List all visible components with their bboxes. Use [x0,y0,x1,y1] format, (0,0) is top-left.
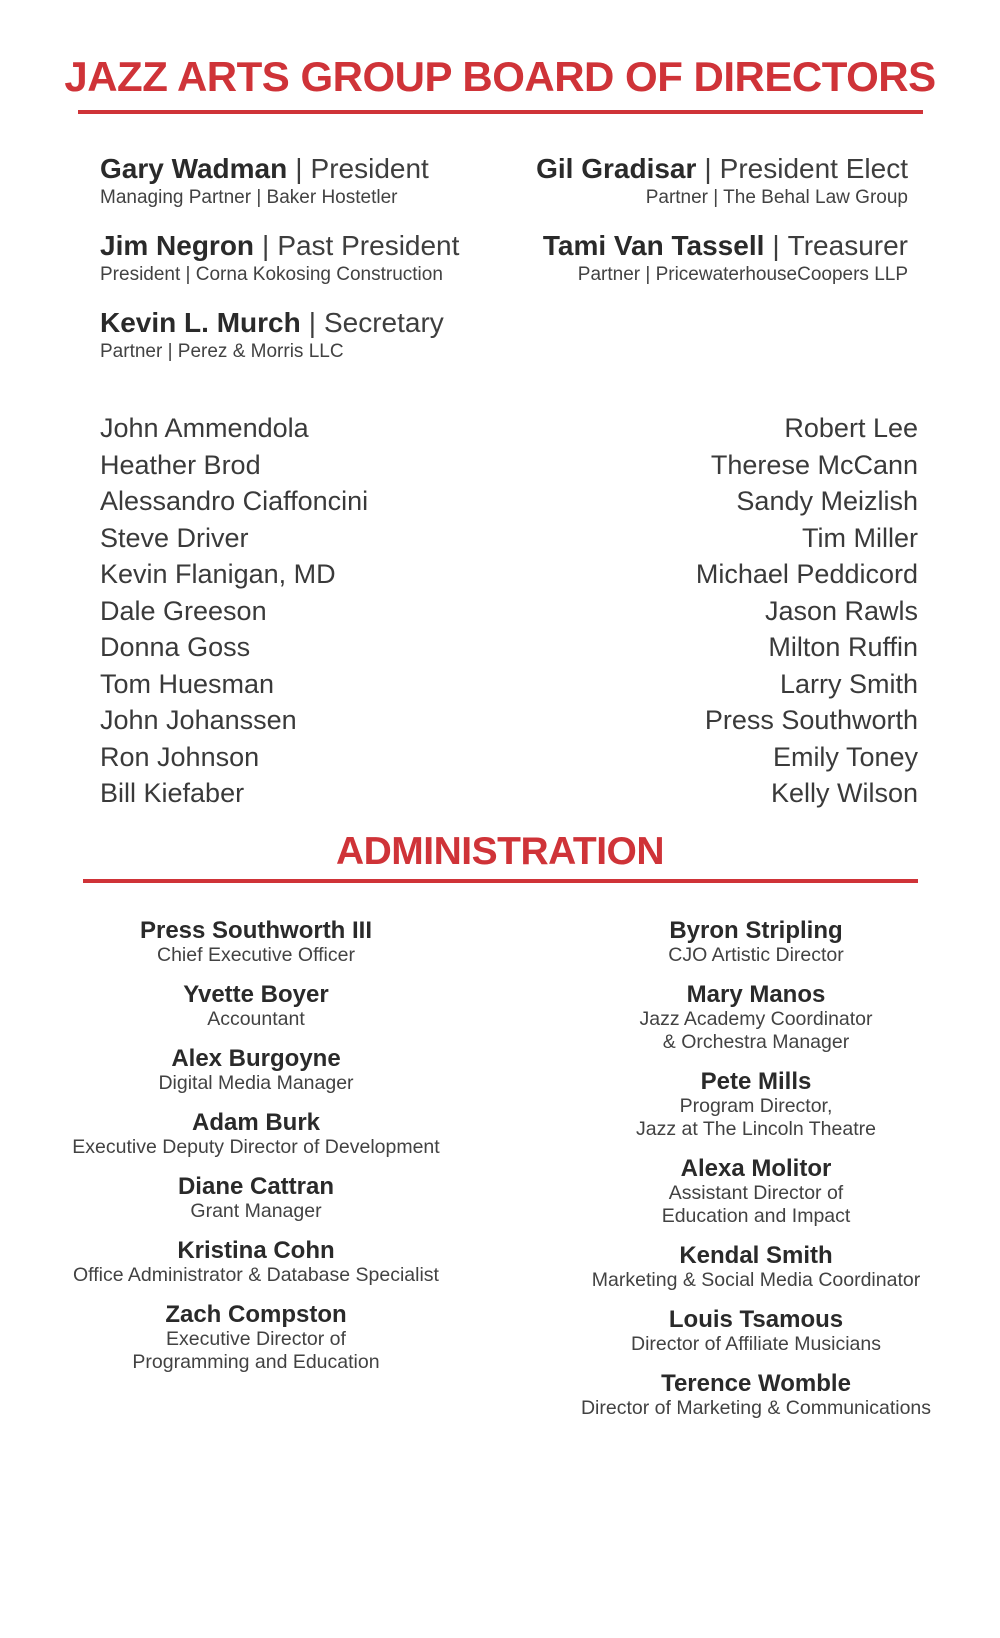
staff-role-line: Marketing & Social Media Coordinator [591,1268,921,1291]
officer-role: Secretary [323,307,444,338]
staff-name: Alex Burgoyne [171,1044,341,1072]
officer-subtitle: Partner | The Behal Law Group [645,187,908,208]
officer-separator: | [772,230,780,261]
administration-right-column [512,917,1000,1434]
officer-role: Past President [277,230,460,261]
board-members-section [0,383,1000,812]
staff-role-line: Director of Affiliate Musicians [631,1332,881,1355]
staff-name: Alexa Molitor [680,1154,832,1182]
staff-name: Kendal Smith [679,1241,833,1269]
board-member-name: Bill Kiefaber [100,778,245,808]
staff-role-line: Jazz Academy Coordinator [639,1007,873,1030]
officer-entry [536,152,908,209]
staff-role-line: Digital Media Manager [158,1071,354,1094]
officers-left-column [100,152,459,383]
staff-entry [0,1109,512,1159]
board-member-name: John Johanssen [100,705,297,735]
page-title: JAZZ ARTS GROUP BOARD OF DIRECTORS [64,53,936,100]
officer-name: Kevin L. Murch [100,307,301,338]
board-list-left [100,410,368,812]
officer-subtitle: Partner | Perez & Morris LLC [100,341,344,362]
staff-name: Terence Womble [661,1369,851,1397]
board-member-name: John Ammendola [100,413,309,443]
officer-name: Jim Negron [100,230,255,261]
staff-role-line: Grant Manager [190,1199,322,1222]
staff-name: Diane Cattran [177,1172,335,1200]
staff-entry [0,917,512,967]
staff-role-line: Director of Marketing & Communications [580,1396,932,1419]
officer-entry [536,229,908,286]
officer-heading [100,152,459,186]
staff-name: Louis Tsamous [668,1305,844,1333]
officer-role: Treasurer [787,230,908,261]
staff-name: Zach Compston [165,1300,347,1328]
officer-role: President Elect [719,153,908,184]
staff-role-line: & Orchestra Manager [662,1030,850,1053]
staff-entry [0,981,512,1031]
administration-section [0,883,1000,1434]
staff-name: Byron Stripling [669,916,843,944]
board-member-name: Kelly Wilson [770,778,918,808]
board-member-name: Donna Goss [100,632,251,662]
board-list-right [696,410,918,812]
officer-name: Tami Van Tassell [542,230,765,261]
officer-heading [536,229,908,263]
staff-entry [512,1370,1000,1420]
board-member-name: Tom Huesman [100,668,275,699]
board-member-name: Kevin Flanigan, MD [100,559,336,589]
board-member-name: Dale Greeson [100,595,267,626]
staff-entry [512,917,1000,967]
staff-entry [0,1301,512,1374]
staff-role-line: Programming and Education [132,1350,380,1373]
staff-entry [0,1045,512,1095]
staff-name: Yvette Boyer [183,980,329,1008]
board-member-name: Jason Rawls [764,595,918,626]
officer-separator: | [704,153,712,184]
staff-name: Press Southworth III [139,916,373,944]
staff-entry [0,1173,512,1223]
officer-name: Gil Gradisar [536,153,697,184]
officer-separator: | [262,230,270,261]
board-member-name: Tim Miller [802,522,918,553]
staff-role-line: Assistant Director of [668,1181,844,1204]
staff-entry [0,1237,512,1287]
officer-separator: | [308,307,316,338]
officer-subtitle: Managing Partner | Baker Hostetler [100,187,398,208]
staff-role-line: Chief Executive Officer [157,943,355,966]
board-member-name: Alessandro Ciaffoncini [100,486,369,516]
officers-right-column [536,152,908,383]
staff-name: Adam Burk [191,1108,321,1136]
staff-role-line: Program Director, [679,1094,833,1117]
board-member-name: Michael Peddicord [695,559,918,589]
officer-entry [100,152,459,209]
officer-entry [100,306,459,363]
board-member-name: Emily Toney [772,741,918,772]
board-member-name: Robert Lee [784,413,918,443]
board-member-name: Sandy Meizlish [736,486,918,516]
officer-subtitle: President | Corna Kokosing Construction [100,264,443,285]
staff-role-line: Executive Deputy Director of Development [72,1135,440,1158]
staff-entry [512,1155,1000,1228]
staff-role-line: Accountant [207,1007,305,1030]
board-member-name: Heather Brod [100,449,261,480]
staff-entry [512,1306,1000,1356]
staff-role-line: Office Administrator & Database Specialist [73,1263,439,1286]
staff-name: Kristina Cohn [177,1236,335,1264]
board-member-name: Milton Ruffin [768,632,918,662]
officer-heading [536,152,908,186]
staff-name: Pete Mills [700,1067,812,1095]
staff-role-line: Education and Impact [661,1204,851,1227]
staff-entry [512,1242,1000,1292]
staff-entry [512,981,1000,1054]
officer-role: President [310,153,429,184]
administration-left-column [0,917,512,1434]
staff-role-line: CJO Artistic Director [668,943,844,966]
officer-entry [100,229,459,286]
staff-entry [512,1068,1000,1141]
staff-role-line: Executive Director of [166,1327,346,1350]
officer-name: Gary Wadman [100,153,288,184]
staff-name: Mary Manos [686,980,826,1008]
board-member-name: Ron Johnson [100,741,260,772]
board-member-name: Therese McCann [710,449,918,480]
officer-heading [100,306,459,340]
officers-section [0,114,1000,383]
officer-separator: | [295,153,303,184]
board-member-name: Steve Driver [100,522,249,553]
administration-title: ADMINISTRATION [335,829,665,873]
board-member-name: Larry Smith [779,668,918,699]
staff-role-line: Jazz at The Lincoln Theatre [636,1117,876,1140]
officer-heading [100,229,459,263]
board-member-name: Press Southworth [704,705,918,735]
officer-subtitle: Partner | PricewaterhouseCoopers LLP [577,264,908,285]
